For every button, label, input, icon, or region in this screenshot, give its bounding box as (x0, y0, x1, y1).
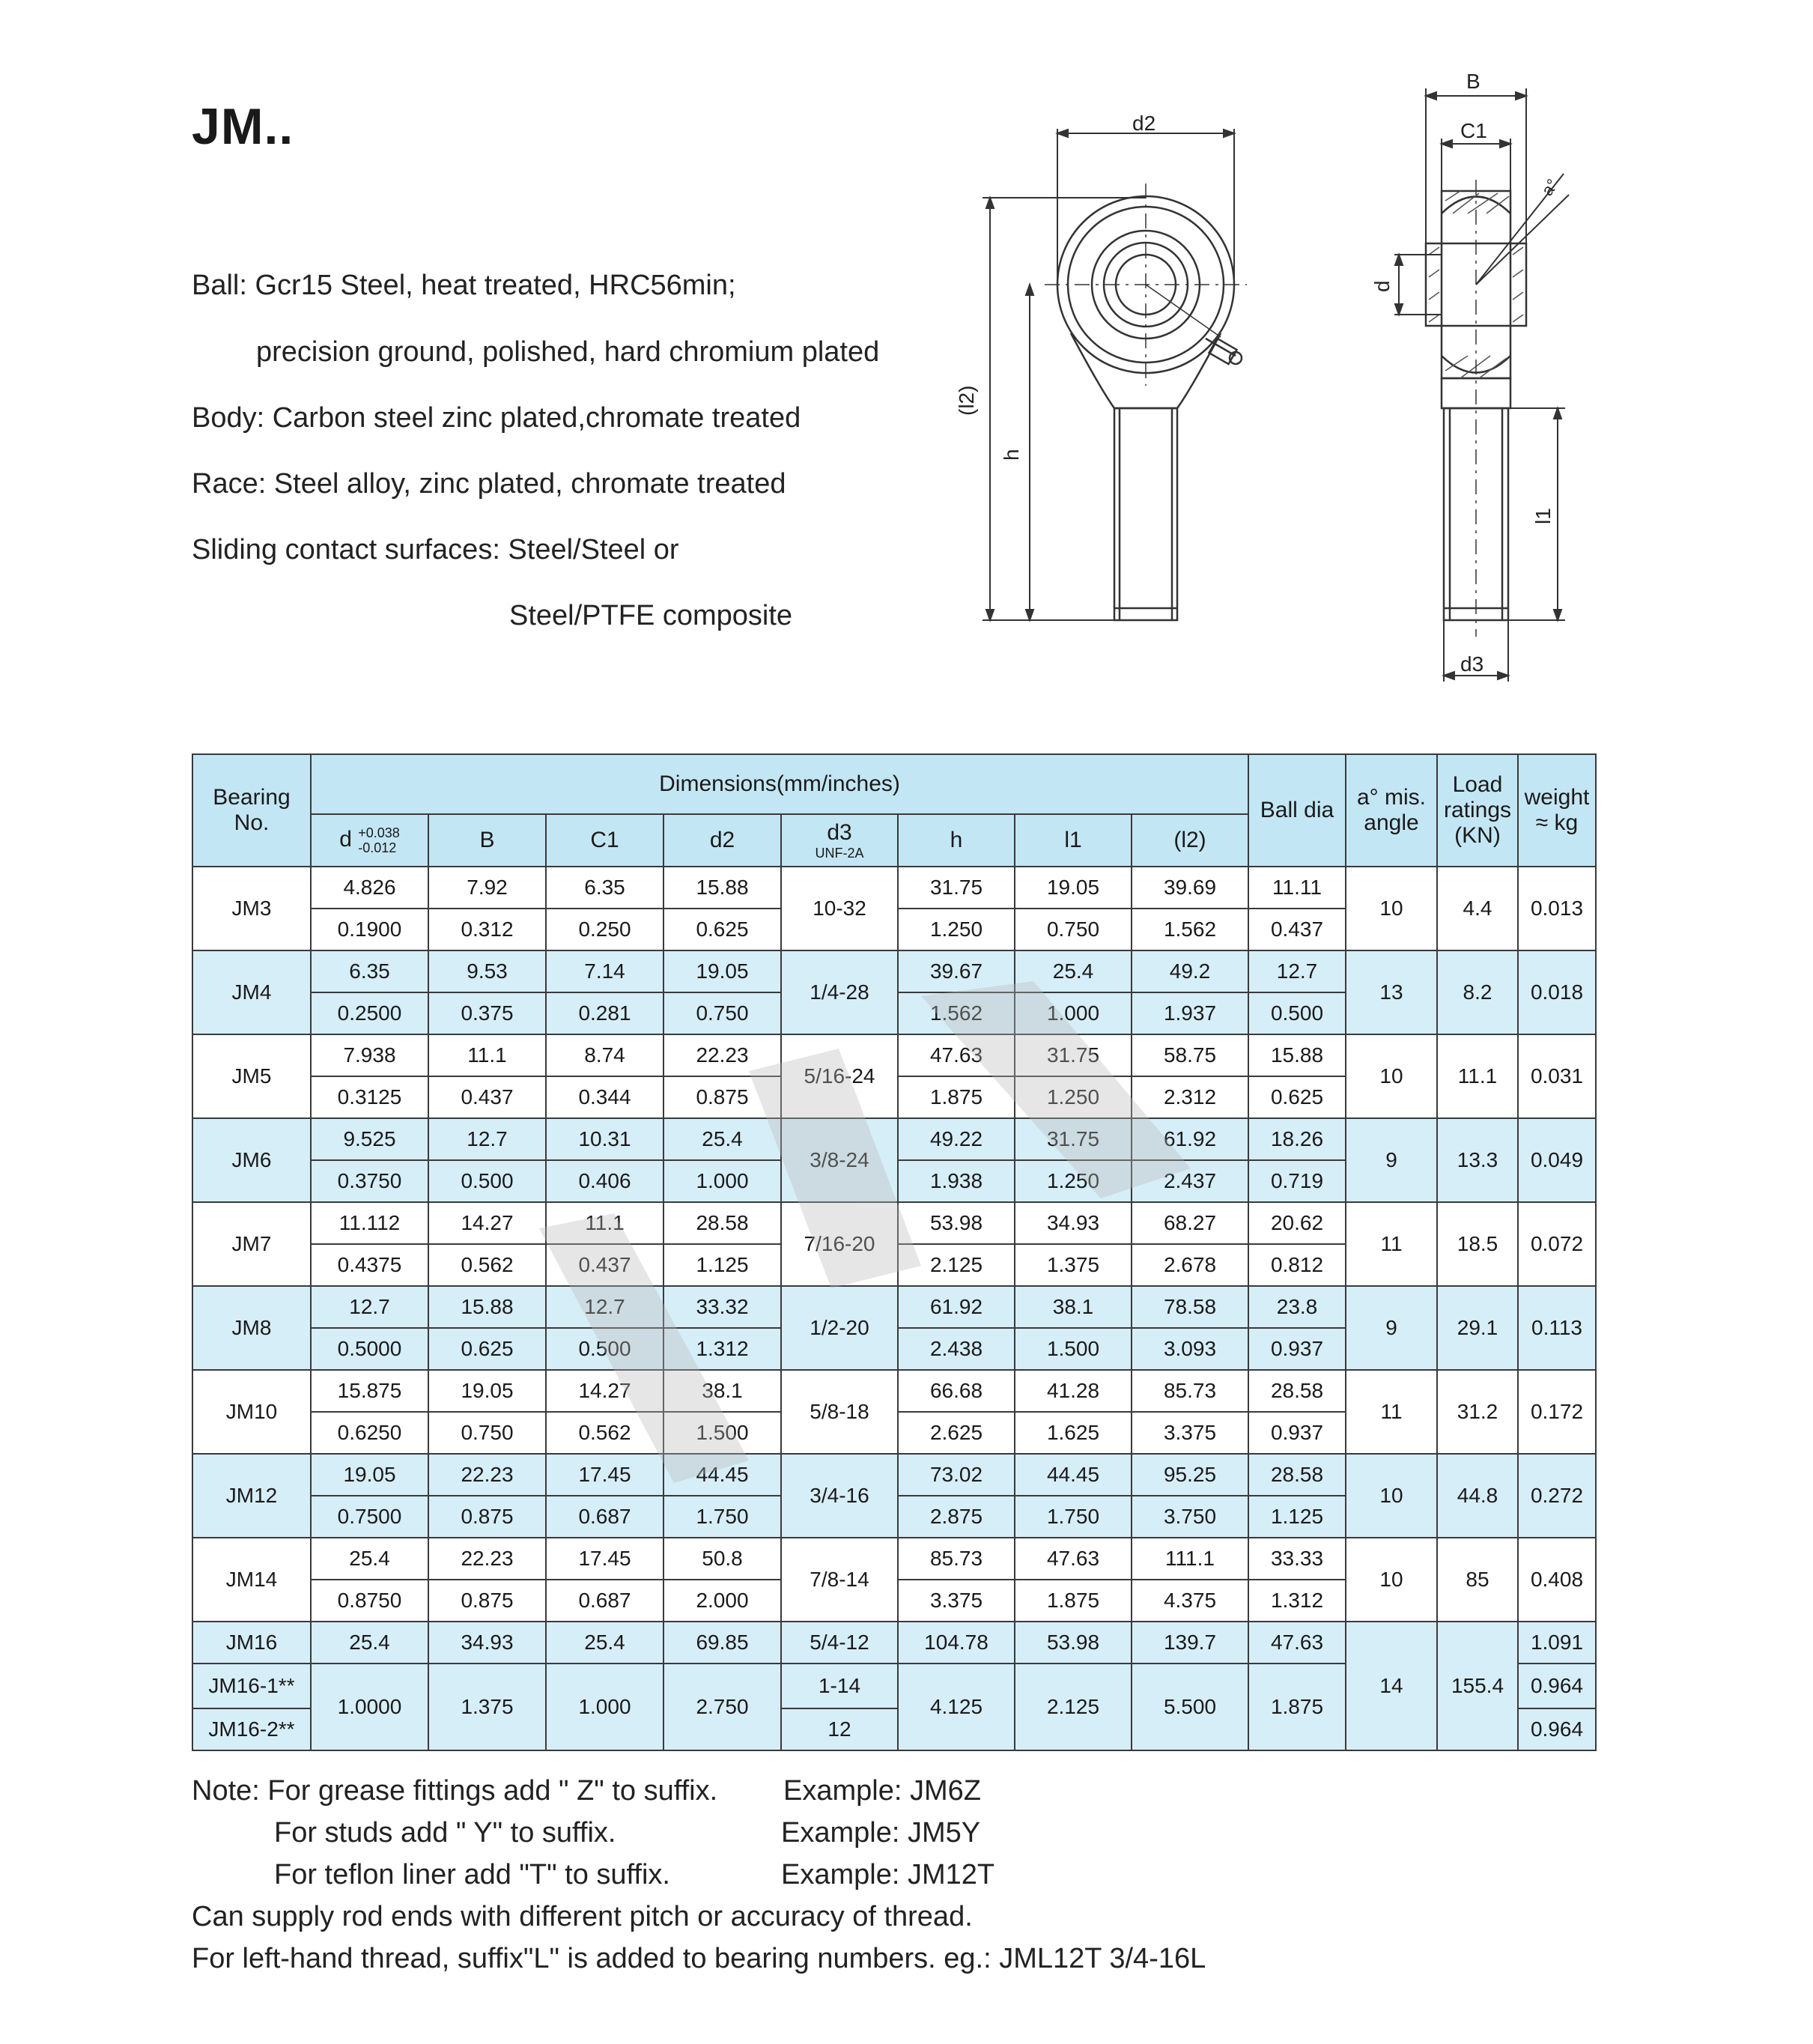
mm-value-cell: 22.23 (428, 1454, 546, 1496)
inch-value-cell: 5.500 (1132, 1664, 1248, 1750)
inch-value-cell: 0.750 (1015, 909, 1132, 950)
inch-value-cell: 1.000 (1015, 992, 1132, 1034)
note-grease-example: Example: JM6Z (783, 1775, 981, 1807)
header-d3-label: d3 (827, 819, 852, 845)
mm-value-cell: 25.4 (311, 1538, 428, 1580)
mm-value-cell: 31.75 (1015, 1118, 1132, 1160)
mm-value-cell: 49.22 (898, 1118, 1015, 1160)
mm-value-cell: 19.05 (1015, 867, 1132, 909)
mm-value-cell: 28.58 (663, 1202, 781, 1244)
mm-value-cell: 50.8 (663, 1538, 781, 1580)
inch-value-cell: 4.375 (1132, 1580, 1248, 1622)
mm-value-cell: 19.05 (663, 950, 781, 992)
table-row (192, 1286, 1596, 1328)
inch-value-cell: 1.000 (663, 1160, 781, 1202)
header-d3-sub: UNF-2A (815, 845, 864, 861)
mm-value-cell: 20.62 (1248, 1202, 1346, 1244)
table-row (192, 1034, 1596, 1076)
inch-value-cell: 2.625 (898, 1412, 1015, 1454)
inch-value-cell: 0.2500 (311, 992, 428, 1034)
inch-value-cell: 1.312 (1248, 1580, 1346, 1622)
inch-value-cell: 0.625 (1248, 1076, 1346, 1118)
bearing-no-cell: JM8 (192, 1286, 311, 1370)
mm-value-cell: 15.88 (428, 1286, 546, 1328)
inch-value-cell: 0.500 (428, 1160, 546, 1202)
inch-value-cell: 1.750 (663, 1496, 781, 1538)
angle-cell: 9 (1346, 1286, 1437, 1370)
inch-value-cell: 1.000 (546, 1664, 663, 1750)
inch-value-cell: 0.687 (546, 1580, 663, 1622)
table-row (192, 867, 1596, 909)
header-d-tolerance (358, 825, 400, 855)
thread-cell: 5/16-24 (781, 1034, 898, 1118)
load-cell: 44.8 (1437, 1454, 1518, 1538)
header-load: Load ratings (KN) (1437, 754, 1518, 867)
thread-cell: 1-14 (781, 1664, 898, 1708)
mm-value-cell: 47.63 (898, 1034, 1015, 1076)
mm-value-cell: 7.92 (428, 867, 546, 909)
weight-cell: 0.172 (1518, 1370, 1596, 1454)
bearing-no-cell: JM14 (192, 1538, 311, 1622)
note-teflon: For teflon liner add "T" to suffix. (274, 1859, 670, 1890)
thread-cell: 7/16-20 (781, 1202, 898, 1286)
drawing-label-d3: d3 (1460, 652, 1484, 676)
inch-value-cell: 2.000 (663, 1580, 781, 1622)
bearing-no-cell: JM16 (192, 1622, 311, 1664)
inch-value-cell: 1.125 (663, 1244, 781, 1286)
inch-value-cell: 0.281 (546, 992, 663, 1034)
header-d (311, 814, 428, 867)
mm-value-cell: 8.74 (546, 1034, 663, 1076)
inch-value-cell: 1.250 (1015, 1160, 1132, 1202)
load-cell: 29.1 (1437, 1286, 1518, 1370)
mm-value-cell: 33.32 (663, 1286, 781, 1328)
mm-value-cell: 95.25 (1132, 1454, 1248, 1496)
bearing-no-cell: JM12 (192, 1454, 311, 1538)
mm-value-cell: 58.75 (1132, 1034, 1248, 1076)
mm-value-cell: 44.45 (1015, 1454, 1132, 1496)
thread-cell: 1/2-20 (781, 1286, 898, 1370)
drawing-label-l1: l1 (1531, 508, 1555, 524)
header-h: h (898, 814, 1015, 867)
drawing-label-angle: a° (1537, 175, 1562, 199)
mm-value-cell: 6.35 (311, 950, 428, 992)
mm-value-cell: 11.112 (311, 1202, 428, 1244)
thread-cell: 1/4-28 (781, 950, 898, 1034)
inch-value-cell: 0.625 (663, 909, 781, 950)
header-weight: weight ≈ kg (1518, 754, 1596, 867)
mm-value-cell: 73.02 (898, 1454, 1015, 1496)
table-row (192, 950, 1596, 992)
mm-value-cell: 22.23 (428, 1538, 546, 1580)
inch-value-cell: 1.750 (1015, 1496, 1132, 1538)
mm-value-cell: 12.7 (311, 1286, 428, 1328)
table-row (192, 1202, 1596, 1244)
load-cell: 11.1 (1437, 1034, 1518, 1118)
note-grease: Note: For grease fittings add " Z" to suffix. (192, 1775, 718, 1807)
mm-value-cell: 19.05 (311, 1454, 428, 1496)
bearing-no-cell: JM16-2** (192, 1708, 311, 1750)
inch-value-cell: 0.875 (428, 1580, 546, 1622)
inch-value-cell: 2.750 (663, 1664, 781, 1750)
inch-value-cell: 1.500 (1015, 1328, 1132, 1370)
spec-sliding-line1: Sliding contact surfaces: Steel/Steel or (192, 534, 679, 565)
thread-cell: 3/8-24 (781, 1118, 898, 1202)
mm-value-cell: 31.75 (1015, 1034, 1132, 1076)
table-row (192, 1454, 1596, 1496)
mm-value-cell: 25.4 (663, 1118, 781, 1160)
inch-value-cell: 0.875 (663, 1076, 781, 1118)
bearing-no-cell: JM7 (192, 1202, 311, 1286)
mm-value-cell: 9.525 (311, 1118, 428, 1160)
angle-cell: 11 (1346, 1202, 1437, 1286)
weight-cell: 0.018 (1518, 950, 1596, 1034)
header-d-label: d (339, 826, 352, 852)
mm-value-cell: 69.85 (663, 1622, 781, 1664)
load-cell: 8.2 (1437, 950, 1518, 1034)
inch-value-cell: 0.500 (1248, 992, 1346, 1034)
mm-value-cell: 44.45 (663, 1454, 781, 1496)
bearing-no-cell: JM4 (192, 950, 311, 1034)
bearing-no-cell: JM10 (192, 1370, 311, 1454)
thread-cell: 5/4-12 (781, 1622, 898, 1664)
inch-value-cell: 0.500 (546, 1328, 663, 1370)
spec-sliding-line2: Steel/PTFE composite (509, 600, 793, 631)
inch-value-cell: 0.4375 (311, 1244, 428, 1286)
bearing-no-cell: JM5 (192, 1034, 311, 1118)
mm-value-cell: 34.93 (428, 1622, 546, 1664)
rod-end-drawing (0, 0, 1813, 719)
load-cell: 155.4 (1437, 1622, 1518, 1750)
note-left-hand: For left-hand thread, suffix"L" is added to bearing numbers. eg.: JML12T 3/4-16L (192, 1943, 1206, 1974)
inch-value-cell: 0.406 (546, 1160, 663, 1202)
inch-value-cell: 2.125 (1015, 1664, 1132, 1750)
mm-value-cell: 4.826 (311, 867, 428, 909)
inch-value-cell: 0.437 (546, 1244, 663, 1286)
inch-value-cell: 1.125 (1248, 1496, 1346, 1538)
header-d-tol-minus: -0.012 (358, 840, 397, 855)
weight-cell: 0.964 (1518, 1708, 1596, 1750)
mm-value-cell: 11.1 (428, 1034, 546, 1076)
mm-value-cell: 6.35 (546, 867, 663, 909)
inch-value-cell: 3.093 (1132, 1328, 1248, 1370)
inch-value-cell: 2.312 (1132, 1076, 1248, 1118)
inch-value-cell: 1.312 (663, 1328, 781, 1370)
inch-value-cell: 1.937 (1132, 992, 1248, 1034)
thread-cell: 10-32 (781, 867, 898, 950)
spec-ball-line1: Ball: Gcr15 Steel, heat treated, HRC56min; (192, 270, 736, 301)
mm-value-cell: 49.2 (1132, 950, 1248, 992)
drawing-label-d: d (1370, 280, 1394, 292)
table-row (192, 1538, 1596, 1580)
inch-value-cell: 0.3750 (311, 1160, 428, 1202)
mm-value-cell: 15.88 (1248, 1034, 1346, 1076)
mm-value-cell: 78.58 (1132, 1286, 1248, 1328)
mm-value-cell: 61.92 (898, 1286, 1015, 1328)
inch-value-cell: 2.437 (1132, 1160, 1248, 1202)
angle-cell: 10 (1346, 867, 1437, 950)
angle-cell: 14 (1346, 1622, 1437, 1750)
weight-cell: 0.113 (1518, 1286, 1596, 1370)
mm-value-cell: 85.73 (898, 1538, 1015, 1580)
inch-value-cell: 0.375 (428, 992, 546, 1034)
mm-value-cell: 10.31 (546, 1118, 663, 1160)
mm-value-cell: 15.875 (311, 1370, 428, 1412)
bearing-no-cell: JM16-1** (192, 1664, 311, 1708)
inch-value-cell: 0.437 (428, 1076, 546, 1118)
inch-value-cell: 0.344 (546, 1076, 663, 1118)
thread-cell: 5/8-18 (781, 1370, 898, 1454)
mm-value-cell: 17.45 (546, 1454, 663, 1496)
inch-value-cell: 0.812 (1248, 1244, 1346, 1286)
weight-cell: 0.049 (1518, 1118, 1596, 1202)
mm-value-cell: 11.11 (1248, 867, 1346, 909)
mm-value-cell: 12.7 (1248, 950, 1346, 992)
load-cell: 13.3 (1437, 1118, 1518, 1202)
thread-cell: 12 (781, 1708, 898, 1750)
mm-value-cell: 38.1 (663, 1370, 781, 1412)
inch-value-cell: 0.250 (546, 909, 663, 950)
inch-value-cell: 1.562 (898, 992, 1015, 1034)
inch-value-cell: 0.937 (1248, 1412, 1346, 1454)
mm-value-cell: 19.05 (428, 1370, 546, 1412)
inch-value-cell: 1.500 (663, 1412, 781, 1454)
inch-value-cell: 0.312 (428, 909, 546, 950)
inch-value-cell: 0.937 (1248, 1328, 1346, 1370)
inch-value-cell: 1.375 (1015, 1244, 1132, 1286)
angle-cell: 11 (1346, 1370, 1437, 1454)
load-cell: 31.2 (1437, 1370, 1518, 1454)
inch-value-cell: 0.750 (428, 1412, 546, 1454)
mm-value-cell: 7.14 (546, 950, 663, 992)
note-pitch: Can supply rod ends with different pitch or accuracy of thread. (192, 1901, 973, 1932)
mm-value-cell: 28.58 (1248, 1454, 1346, 1496)
inch-value-cell: 2.125 (898, 1244, 1015, 1286)
angle-cell: 10 (1346, 1538, 1437, 1622)
inch-value-cell: 0.6250 (311, 1412, 428, 1454)
inch-value-cell: 0.5000 (311, 1328, 428, 1370)
mm-value-cell: 31.75 (898, 867, 1015, 909)
angle-cell: 10 (1346, 1034, 1437, 1118)
mm-value-cell: 38.1 (1015, 1286, 1132, 1328)
load-cell: 4.4 (1437, 867, 1518, 950)
weight-cell: 0.072 (1518, 1202, 1596, 1286)
inch-value-cell: 1.875 (1015, 1580, 1132, 1622)
mm-value-cell: 39.67 (898, 950, 1015, 992)
inch-value-cell: 3.375 (898, 1580, 1015, 1622)
mm-value-cell: 33.33 (1248, 1538, 1346, 1580)
inch-value-cell: 1.875 (898, 1076, 1015, 1118)
table-row (192, 1622, 1596, 1664)
inch-value-cell: 1.250 (1015, 1076, 1132, 1118)
mm-value-cell: 34.93 (1015, 1202, 1132, 1244)
mm-value-cell: 14.27 (428, 1202, 546, 1244)
mm-value-cell: 25.4 (546, 1622, 663, 1664)
weight-cell: 0.031 (1518, 1034, 1596, 1118)
weight-cell: 0.964 (1518, 1664, 1596, 1708)
specification-table (192, 753, 1597, 1751)
angle-cell: 13 (1346, 950, 1437, 1034)
header-angle: a° mis. angle (1346, 754, 1437, 867)
inch-value-cell: 0.562 (428, 1244, 546, 1286)
mm-value-cell: 15.88 (663, 867, 781, 909)
inch-value-cell: 0.875 (428, 1496, 546, 1538)
header-B: B (428, 814, 546, 867)
table-row (192, 1118, 1596, 1160)
table-row (192, 1370, 1596, 1412)
header-bearing-no: Bearing No. (192, 754, 311, 867)
mm-value-cell: 9.53 (428, 950, 546, 992)
inch-value-cell: 1.0000 (311, 1664, 428, 1750)
inch-value-cell: 0.7500 (311, 1496, 428, 1538)
header-d2: d2 (663, 814, 781, 867)
mm-value-cell: 18.26 (1248, 1118, 1346, 1160)
inch-value-cell: 3.375 (1132, 1412, 1248, 1454)
inch-value-cell: 1.562 (1132, 909, 1248, 950)
header-dimensions: Dimensions(mm/inches) (311, 754, 1248, 814)
mm-value-cell: 53.98 (1015, 1622, 1132, 1664)
inch-value-cell: 0.687 (546, 1496, 663, 1538)
mm-value-cell: 61.92 (1132, 1118, 1248, 1160)
bearing-no-cell: JM3 (192, 867, 311, 950)
inch-value-cell: 1.375 (428, 1664, 546, 1750)
spec-body: Body: Carbon steel zinc plated,chromate treated (192, 402, 801, 434)
inch-value-cell: 0.719 (1248, 1160, 1346, 1202)
angle-cell: 10 (1346, 1454, 1437, 1538)
drawing-label-h: h (1000, 449, 1023, 461)
mm-value-cell: 22.23 (663, 1034, 781, 1076)
header-d3 (781, 814, 898, 867)
mm-value-cell: 47.63 (1015, 1538, 1132, 1580)
mm-value-cell: 14.27 (546, 1370, 663, 1412)
spec-race: Race: Steel alloy, zinc plated, chromate treated (192, 468, 786, 500)
load-cell: 18.5 (1437, 1202, 1518, 1286)
mm-value-cell: 104.78 (898, 1622, 1015, 1664)
spec-ball-line2: precision ground, polished, hard chromium plated (256, 336, 880, 368)
weight-cell: 0.272 (1518, 1454, 1596, 1538)
note-studs-example: Example: JM5Y (781, 1817, 981, 1849)
mm-value-cell: 12.7 (428, 1118, 546, 1160)
header-l1: l1 (1015, 814, 1132, 867)
note-teflon-example: Example: JM12T (781, 1859, 995, 1890)
mm-value-cell: 7.938 (311, 1034, 428, 1076)
drawing-label-d2: d2 (1132, 112, 1156, 135)
notes-section (192, 1775, 1206, 1985)
inch-value-cell: 1.938 (898, 1160, 1015, 1202)
mm-value-cell: 25.4 (311, 1622, 428, 1664)
mm-value-cell: 139.7 (1132, 1622, 1248, 1664)
drawing-label-B: B (1466, 70, 1481, 93)
load-cell: 85 (1437, 1538, 1518, 1622)
thread-cell: 7/8-14 (781, 1538, 898, 1622)
inch-value-cell: 2.875 (898, 1496, 1015, 1538)
angle-cell: 9 (1346, 1118, 1437, 1202)
mm-value-cell: 17.45 (546, 1538, 663, 1580)
inch-value-cell: 2.438 (898, 1328, 1015, 1370)
inch-value-cell: 0.750 (663, 992, 781, 1034)
note-studs: For studs add " Y" to suffix. (274, 1817, 616, 1849)
header-ball-dia: Ball dia (1248, 754, 1346, 867)
mm-value-cell: 25.4 (1015, 950, 1132, 992)
header-C1: C1 (546, 814, 663, 867)
weight-cell: 1.091 (1518, 1622, 1596, 1664)
inch-value-cell: 0.1900 (311, 909, 428, 950)
inch-value-cell: 0.8750 (311, 1580, 428, 1622)
inch-value-cell: 1.625 (1015, 1412, 1132, 1454)
mm-value-cell: 66.68 (898, 1370, 1015, 1412)
header-d-tol-plus: +0.038 (358, 825, 400, 840)
inch-value-cell: 1.875 (1248, 1664, 1346, 1750)
inch-value-cell: 0.625 (428, 1328, 546, 1370)
inch-value-cell: 0.3125 (311, 1076, 428, 1118)
inch-value-cell: 0.437 (1248, 909, 1346, 950)
thread-cell: 3/4-16 (781, 1454, 898, 1538)
weight-cell: 0.013 (1518, 867, 1596, 950)
mm-value-cell: 53.98 (898, 1202, 1015, 1244)
page-title: JM.. (192, 98, 294, 155)
mm-value-cell: 41.28 (1015, 1370, 1132, 1412)
weight-cell: 0.408 (1518, 1538, 1596, 1622)
mm-value-cell: 11.1 (546, 1202, 663, 1244)
mm-value-cell: 85.73 (1132, 1370, 1248, 1412)
bearing-no-cell: JM6 (192, 1118, 311, 1202)
drawing-label-C1: C1 (1460, 119, 1487, 142)
inch-value-cell: 2.678 (1132, 1244, 1248, 1286)
inch-value-cell: 1.250 (898, 909, 1015, 950)
inch-value-cell: 3.750 (1132, 1496, 1248, 1538)
mm-value-cell: 39.69 (1132, 867, 1248, 909)
mm-value-cell: 28.58 (1248, 1370, 1346, 1412)
header-l2: (l2) (1132, 814, 1248, 867)
inch-value-cell: 0.562 (546, 1412, 663, 1454)
mm-value-cell: 68.27 (1132, 1202, 1248, 1244)
mm-value-cell: 111.1 (1132, 1538, 1248, 1580)
mm-value-cell: 23.8 (1248, 1286, 1346, 1328)
inch-value-cell: 4.125 (898, 1664, 1015, 1750)
drawing-label-l2: (l2) (955, 385, 978, 416)
mm-value-cell: 12.7 (546, 1286, 663, 1328)
mm-value-cell: 47.63 (1248, 1622, 1346, 1664)
